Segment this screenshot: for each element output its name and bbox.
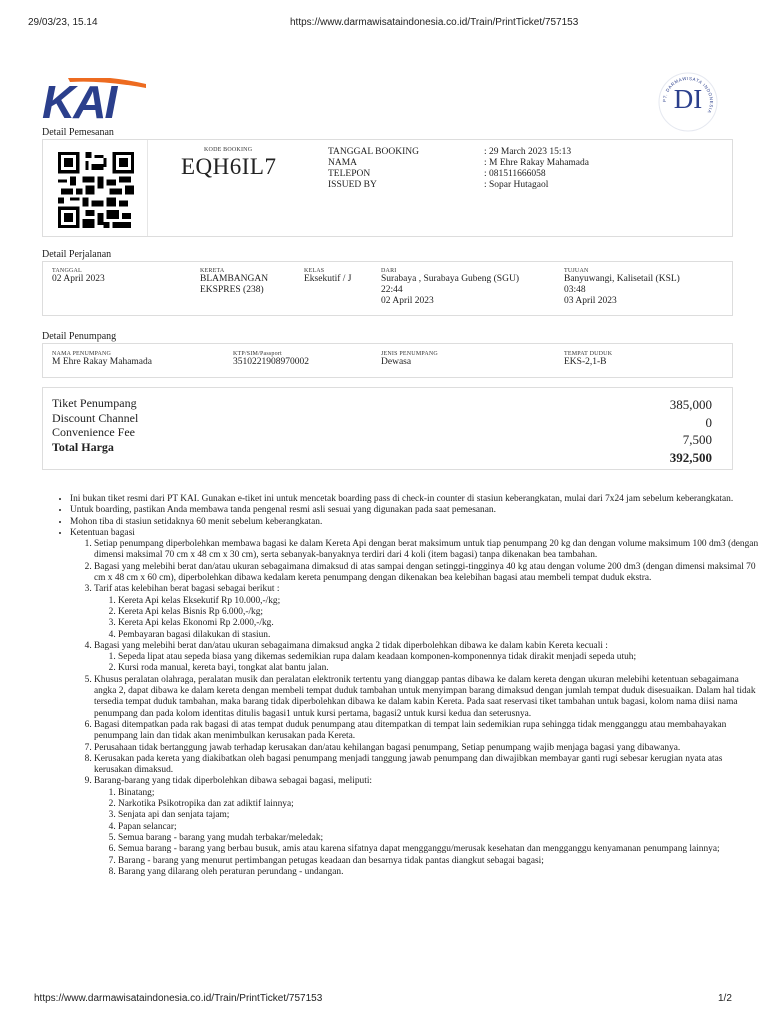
price-value: 7,500 [682,432,712,447]
kai-logo [42,76,150,128]
sub-item: 6. Semua barang - barang yang berbau busuk, amis atau karena sifatnya dapat mengganggu/merusak kesehatan dan mengganggu kenyamanan penumpang lainnya; [118,844,760,855]
darmawisata-logo [658,72,718,132]
booking-card [42,139,733,237]
sub-item: 3. Kereta Api kelas Ekonomi Rp 2.000,-/kg. [118,618,760,629]
sub-item: 3. Senjata api dan senjata tajam; [118,810,760,821]
sub-list [94,652,760,675]
sub-item: 2. Narkotika Psikotropika dan zat adiktif lainnya; [118,799,760,810]
price-label: Convenience Fee [52,425,135,439]
passenger-type-label: JENIS PENUMPANG [381,351,438,357]
sub-item: 1. Kereta Api kelas Eksekutif Rp 10.000,-/kg; [118,596,760,607]
price-values [670,396,712,466]
trip-card [42,261,733,316]
trip-class-label: KELAS [304,268,325,274]
sub-item: 4. Papan selancar; [118,822,760,833]
passenger-id: 3510221908970002 [233,357,309,367]
booking-field-value: : Sopar Hutagaol [484,180,549,190]
rule-text: Tarif atas kelebihan berat bagasi sebagai berikut : [94,584,280,595]
section-title-booking: Detail Pemesanan [42,127,114,138]
sub-item: 4. Pembayaran bagasi dilakukan di stasiun. [118,630,760,641]
booking-field-value: : 29 March 2023 15:13 [484,147,572,157]
rule-text: Bagasi yang melebihi berat dan/atau ukuran sebagaimana dimaksud angka 2 tidak diperbolehkan dibawa ke dalam kabin Kereta kecuali : [94,640,608,651]
trip-date-label: TANGGAL [52,268,82,274]
darmawisata-logo-text: DI [673,84,703,114]
rule-item: 5. Khusus peralatan olahraga, peralatan musik dan peralatan elektronik tertentu yang dianggap pantas dibawa ke dalam kereta dengan ukuran melebihi ketentuan sebagaimana angka 2, dapat dibawa ke dalam kereta dengan membeli tempat duduk tambahan untuk menyimpan barang dimaksud dengan jumlah tempat duduk disesuaikan. Dalam hal tidak tersedia tempat duduk tambahan, maka barang tidak diperbolehkan dibawa ke dalam kabin Kereta. Pada saat reservasi tiket tambahan untuk bagasi, kolom nama diisi nama penumpang dan pada kolom identitas ditulis bagasi1 untuk kursi pertama, bagasi2 untuk kursi kedua dan seterusnya. [94,675,760,720]
section-title-passenger: Detail Penumpang [42,331,117,342]
sub-item: 7. Barang - barang yang menurut pertimbangan petugas keadaan dan besarnya tidak pantas diangkut sebagai bagasi; [118,856,760,867]
booking-field [328,147,728,158]
booking-field-label: ISSUED BY [328,180,377,190]
passenger-type-cell [381,351,438,368]
page-number: 1/2 [718,993,732,1004]
trip-train-cell [200,268,268,296]
booking-field-label: TANGGAL BOOKING [328,147,419,157]
rule-item: 1. Setiap penumpang diperbolehkan membawa bagasi ke dalam Kereta Api dengan berat maksimum untuk tiap penumpang 20 kg dan dengan volume maksimum 100 dm3 (dengan dimensi maksimal 70 cm x 48 cm x 30 cm), serta sebanyak-banyaknya terdiri dari 4 koli (item bagasi) tanpa dikenakan bea tambahan. [94,539,760,562]
booking-field-value: : M Ehre Rakay Mahamada [484,158,589,168]
passenger-card [42,343,733,378]
sub-list [94,788,760,878]
trip-from-date: 02 April 2023 [381,296,434,306]
trip-from-label: DARI [381,268,397,274]
trip-from-station: Surabaya , Surabaya Gubeng (SGU) [381,274,519,284]
qr-code-icon [58,152,134,228]
booking-code-label: KODE BOOKING [204,147,253,153]
passenger-seat-label: TEMPAT DUDUK [564,351,613,357]
booking-fields [328,147,728,191]
passenger-name: M Ehre Rakay Mahamada [52,357,152,367]
passenger-name-label: NAMA PENUMPANG [52,351,112,357]
rule-item [94,584,760,640]
passenger-seat-cell [564,351,612,368]
booking-field [328,169,728,180]
rule-text: Barang-barang yang tidak diperbolehkan dibawa sebagai bagasi, meliputi: [94,776,373,787]
passenger-name-cell [52,351,152,368]
trip-to-station: Banyuwangi, Kalisetail (KSL) [564,274,680,284]
section-title-trip: Detail Perjalanan [42,249,112,260]
print-datetime: 29/03/23, 15.14 [28,17,98,28]
trip-train-label: KERETA [200,268,225,274]
rule-item: 2. Bagasi yang melebihi berat dan/atau ukuran sebagaimana dimaksud di atas sampai dengan setinggi-tingginya 40 kg atau dengan volume 200 dm3 (dengan dimensi maksimal 70 cm x 48 cm x 60 cm), diperbolehkan dibawa kedalam kereta penumpang dengan dikenakan bea kelebihan bagasi atau membeli tempat duduk ekstra. [94,562,760,585]
trip-date: 02 April 2023 [52,274,105,284]
booking-divider [147,140,148,236]
sub-list [94,596,760,641]
sub-item: 2. Kursi roda manual, kereta bayi, tongkat alat bantu jalan. [118,663,760,674]
trip-date-cell [52,268,105,285]
trip-to-time: 03:48 [564,285,586,295]
rule-item: 8. Kerusakan pada kereta yang diakibatkan oleh bagasi penumpang menjadi tanggung jawab penumpang dan diwajibkan membayar ganti rugi sebesar kerugian nyata atas kerusakan dimaksud. [94,754,760,777]
baggage-rules-list [70,539,760,878]
booking-field [328,180,728,191]
note-item: • Ini bukan tiket resmi dari PT KAI. Gunakan e-tiket ini untuk mencetak boarding pass di check-in counter di stasiun keberangkatan, mulai dari 7x24 jam sebelum keberangkatan. [70,494,760,505]
trip-from-cell [381,268,519,307]
trip-from-time: 22:44 [381,285,403,295]
kai-logo-text: KAI [42,76,116,128]
passenger-id-cell [233,351,309,368]
sub-item: 2. Kereta Api kelas Bisnis Rp 6.000,-/kg; [118,607,760,618]
price-labels [52,396,138,454]
price-value: 385,000 [669,397,712,412]
note-item: • Mohon tiba di stasiun setidaknya 60 menit sebelum keberangkatan. [70,517,760,528]
terms-list [42,494,760,878]
rule-item [94,776,760,878]
rule-item: 6. Bagasi ditempatkan pada rak bagasi di atas tempat duduk penumpang atau ditempatkan di tempat lain sedemikian rupa sehingga tidak mengganggu atau membahayakan penumpang lain dan tidak akan menimbulkan kerusakan pada Kereta. [94,720,760,743]
trip-train-number: EKSPRES (238) [200,285,264,295]
baggage-rules-title: Ketentuan bagasi [70,527,135,538]
price-value: 0 [705,414,712,430]
price-card [42,387,733,470]
sub-item: 1. Binatang; [118,788,760,799]
sub-item: 8. Barang yang dilarang oleh peraturan perundang - undangan. [118,867,760,878]
trip-to-date: 03 April 2023 [564,296,617,306]
passenger-seat: EKS-2,1-B [564,357,607,367]
booking-field-label: TELEPON [328,169,371,179]
rule-item [94,641,760,675]
trip-class: Eksekutif / J [304,274,352,284]
print-header-url: https://www.darmawisataindonesia.co.id/Train/PrintTicket/757153 [290,17,579,28]
sub-item: 5. Semua barang - barang yang mudah terbakar/meledak; [118,833,760,844]
note-item: • Untuk boarding, pastikan Anda membawa tanda pengenal resmi asli sesuai yang digunakan pada saat pemesanan. [70,505,760,516]
booking-field-label: NAMA [328,158,358,168]
price-label: Discount Channel [52,410,139,425]
booking-field [328,158,728,169]
booking-code: EQH6IL7 [181,154,277,179]
trip-train-name: BLAMBANGAN [200,274,269,284]
passenger-type: Dewasa [381,357,412,367]
trip-to-cell [564,268,680,307]
booking-field-value: : 081511666058 [484,169,546,179]
baggage-rules [70,528,760,878]
trip-class-cell [304,268,352,285]
print-footer-url: https://www.darmawisataindonesia.co.id/Train/PrintTicket/757153 [34,993,323,1004]
total-value: 392,500 [669,449,712,465]
sub-item: 1. Sepeda lipat atau sepeda biasa yang dikemas sedemikian rupa dalam keadaan komponen-komponennya tidak dirakit menjadi sepeda utuh; [118,652,760,663]
rule-item: 7. Perusahaan tidak bertanggung jawab terhadap kerusakan dan/atau kehilangan bagasi penumpang, Setiap penumpang wajib menjaga bagasi yang dibawanya. [94,743,760,754]
darmawisata-ring-text: PT. DARMAWISATA INDONESIA [661,75,715,115]
passenger-id-label: KTP/SIM/Passport [233,351,282,357]
price-label: Tiket Penumpang [52,396,137,410]
total-label: Total Harga [52,439,114,454]
trip-to-label: TUJUAN [564,268,589,274]
